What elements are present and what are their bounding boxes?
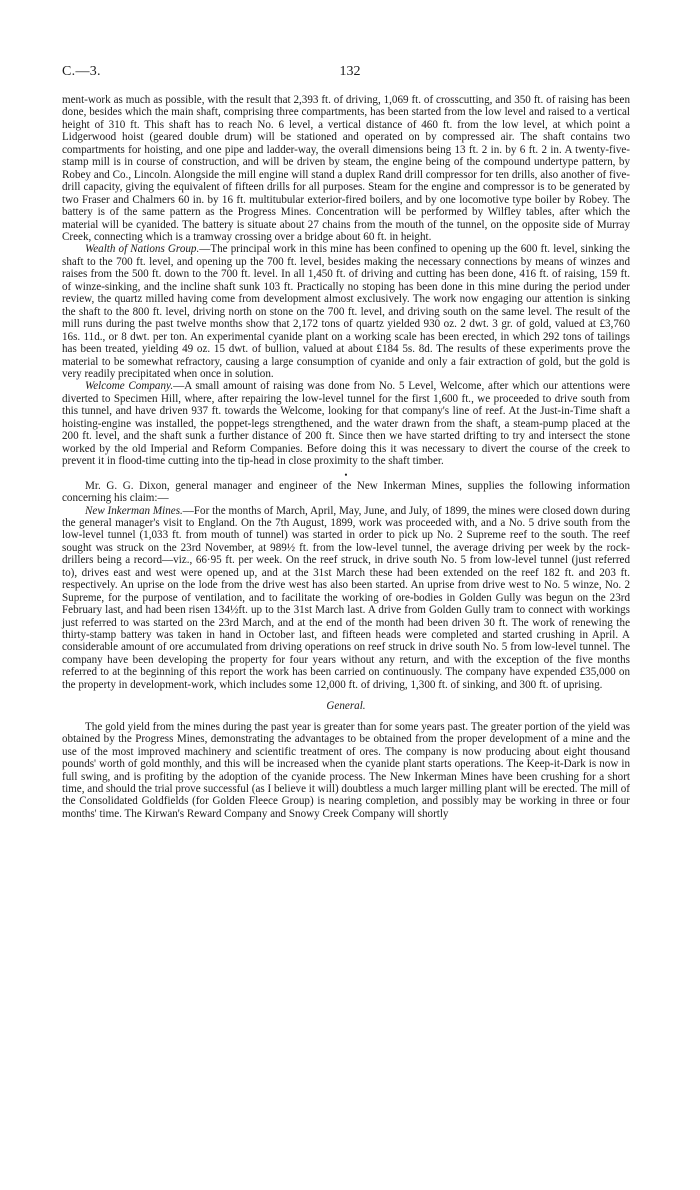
paragraph-body: —A small amount of raising was done from No. 5 Level, Welcome, after which our attentions were diverted to Specimen Hill, where, after repairing the low-level tunnel for the first 1,600 ft., we proceeded to drive south from this tunnel, and have driven 937 ft. towards the Welcome, looking for that company's line of reef. At the Just-in-Time shaft a hoisting-engine was installed, the poppet-legs strengthened, and the water drawn from the shaft, a steam-pump placed at the 200 ft. level, and the shaft sunk a further distance of 200 ft. Since then we have started drifting to try and intersect the stone worked by the old Imperial and Reform Companies. Before doing this it was necessary to divert the course of the creek to prevent it in flood-time cutting into the tip-head in close proximity to the shaft timber. (62, 380, 630, 468)
section-separator: • (344, 469, 348, 480)
page-body (62, 94, 630, 820)
section-heading-new-inkerman: New Inkerman Mines. (85, 504, 183, 517)
section-heading-general: General. (326, 700, 366, 713)
paragraph-continued: ment-work as much as possible, with the result that 2,393 ft. of driving, 1,069 ft. of crosscutting, and 350 ft. of raising has been done, besides which the main shaft, comprising three compartments, has been started from the low level and raised to a vertical height of 310 ft. This shaft has to reach No. 6 level, a vertical distance of 460 ft. from the low level, at which point a Lidgerwood hoist (geared double drum) will be stationed and operated on by compressed air. The shaft contains two compartments for hoisting, and one pipe and ladder-way, the overall dimensions being 13 ft. 2 in. by 6 ft. 2 in. A twenty-five-stamp mill is in course of construction, and will be driven by steam, the engine being of the compound undertype pattern, by Robey and Co., Lincoln. Alongside the mill engine will stand a duplex Rand drill compressor for ten drills, also another of five-drill capacity, giving the equivalent of fifteen drills for all purposes. Steam for the engine and compressor is to be generated by two Fraser and Chalmers 60 in. by 16 ft. multitubular exterior-fired boilers, and by one locomotive type boiler by Robey. The battery is of the same pattern as the Progress Mines. Concentration will be performed by Wilfley tables, after which the material will be cyanided. The battery is situate about 27 chains from the mouth of the tunnel, on the opposite side of Murray Creek, connecting which is a tramway crossing over a bridge about 60 ft. in height. (62, 94, 630, 243)
section-heading-welcome-company: Welcome Company. (85, 380, 174, 393)
paragraph-wealth-of-nations (62, 243, 630, 380)
paragraph-welcome-company (62, 380, 630, 467)
document-reference: C.—3. (62, 64, 101, 79)
paragraph-new-inkerman (62, 505, 630, 692)
page-header (62, 64, 638, 82)
paragraph-dixon-intro: Mr. G. G. Dixon, general manager and engineer of the New Inkerman Mines, supplies the following information concerning his claim:— (62, 479, 630, 505)
section-heading-wealth-of-nations: Wealth of Nations Group. (85, 243, 200, 256)
page-number: 132 (339, 64, 361, 79)
paragraph-general: The gold yield from the mines during the past year is greater than for some years past. The greater portion of the yield was obtained by the Progress Mines, demonstrating the advantages to be obtained from the proper development of a mine and the use of the most improved machinery and scientific treatment of ores. The company is now producing about eight thousand pounds' worth of gold monthly, and this will be increased when the cyanide plant starts operations. The Keep-it-Dark is now in full swing, and is profiting by the adoption of the cyanide process. The New Inkerman Mines have been crushing for a short time, and should the trial prove successful (as I believe it will) doubtless a much larger milling plant will be erected. The mill of the Consolidated Goldfields (for Golden Fleece Group) is nearing completion, and possibly may be working in three or four months' time. The Kirwan's Reward Company and Snowy Creek Company will shortly (62, 720, 630, 820)
paragraph-body: —For the months of March, April, May, June, and July, of 1899, the mines were closed down during the general manager's visit to England. On the 7th August, 1899, work was proceeded with, and a No. 5 drive south from the low-level tunnel (1,033 ft. from mouth of tunnel) was started in order to pick up No. 2 Supreme reef to the south. The reef sought was struck on the 23rd November, at 989½ ft. from the low-level tunnel, the average driving per week by the rock-drillers being a record—viz., 66·95 ft. per week. On the reef struck, in drive south No. 5 from low-level tunnel (just referred to), drives east and west were opened up, and at the 31st March these had been extended on the reef 182 ft. and 203 ft. respectively. An uprise on the lode from the drive west has also been started. An uprise from drive west to No. 5 winze, No. 2 Supreme, for the purpose of ventilation, and to facilitate the working of ore-bodies in Golden Gully was begun on the 23rd February last, and had been risen 134½ft. up to the 31st March last. A drive from Golden Gully tram to connect with workings just referred to was started on the 23rd March, and at the end of the month had been driven 30 ft. The work of renewing the thirty-stamp battery was taken in hand in October last, and fifteen heads were completed and started crushing in April. A considerable amount of ore accumulated from driving operations on reef struck in drive south No. 5 from low-level tunnel. The company have been developing the property for four years without any return, and with the exception of the five months referred to at the beginning of this report the work has been carried on continuously. The company have expended £35,000 on the property in development-work, which includes some 12,000 ft. of driving, 1,300 ft. of sinking, and 300 ft. of uprising. (62, 504, 630, 691)
paragraph-body: —The principal work in this mine has been confined to opening up the 600 ft. level, sinking the shaft to the 700 ft. level, and opening up the 700 ft. level, besides making the necessary connections by means of winzes and raises from the 500 ft. down to the 700 ft. level. In all 1,450 ft. of driving and cutting has been done, 416 ft. of raising, 159 ft. of winze-sinking, and the incline shaft sunk 103 ft. Practically no stoping has been done in this mine during the period under review, the quartz milled having come from development almost exclusively. The work now engaging our attention is sinking the shaft to the 800 ft. level, driving north on stone on the 700 ft. level, and driving south on the same level. The result of the mill runs during the past twelve months show that 2,172 tons of quartz yielded 930 oz. 2 dwt. 3 gr. of gold, valued at £3,760 16s. 11d., or 8 dwt. per ton. An experimental cyanide plant on a working scale has been erected, in which 292 tons of tailings has been treated, yielding 49 oz. 15 dwt. of bullion, valued at about £184 5s. 8d. The results of these experiments prove the material to be somewhat refractory, causing a large consumption of cyanide and only a fair extraction of gold, but the gold is very readily precipitated when once in solution. (62, 243, 630, 380)
